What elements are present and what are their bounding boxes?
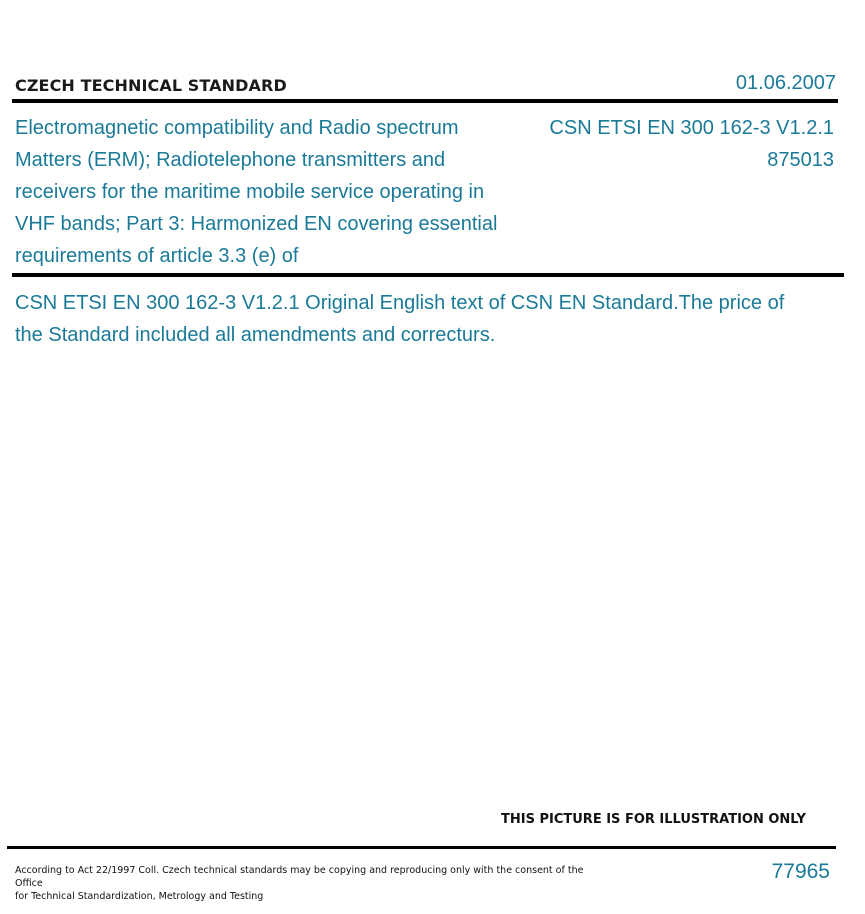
catalog-number: 875013 [767,149,834,171]
legal-notice-line: for Technical Standardization, Metrology and Testing [15,891,264,902]
header-divider [12,99,838,103]
standard-identifiers [549,112,834,176]
standard-description: CSN ETSI EN 300 162-3 V1.2.1 Original English text of CSN EN Standard.The price of the Standard included all amendments and correcturs. [15,292,785,346]
legal-notice-line: According to Act 22/1997 Coll. Czech technical standards may be copying and reproducing only with the consent of the Office [15,865,584,889]
standard-code: CSN ETSI EN 300 162-3 V1.2.1 [549,117,834,139]
standard-title: Electromagnetic compatibility and Radio spectrum Matters (ERM); Radiotelephone transmitters and receivers for the maritime mobile service operating in VHF bands; Part 3: Harmonized EN covering essential requirements of article 3.3 (e) of [15,117,498,267]
legal-notice [15,864,595,903]
document-type-label: CZECH TECHNICAL STANDARD [15,76,287,95]
publication-date: 01.06.2007 [735,72,836,94]
document-number: 77965 [771,860,830,883]
title-divider [12,273,844,277]
illustration-notice: THIS PICTURE IS FOR ILLUSTRATION ONLY [501,812,806,827]
footer-divider [7,846,836,849]
